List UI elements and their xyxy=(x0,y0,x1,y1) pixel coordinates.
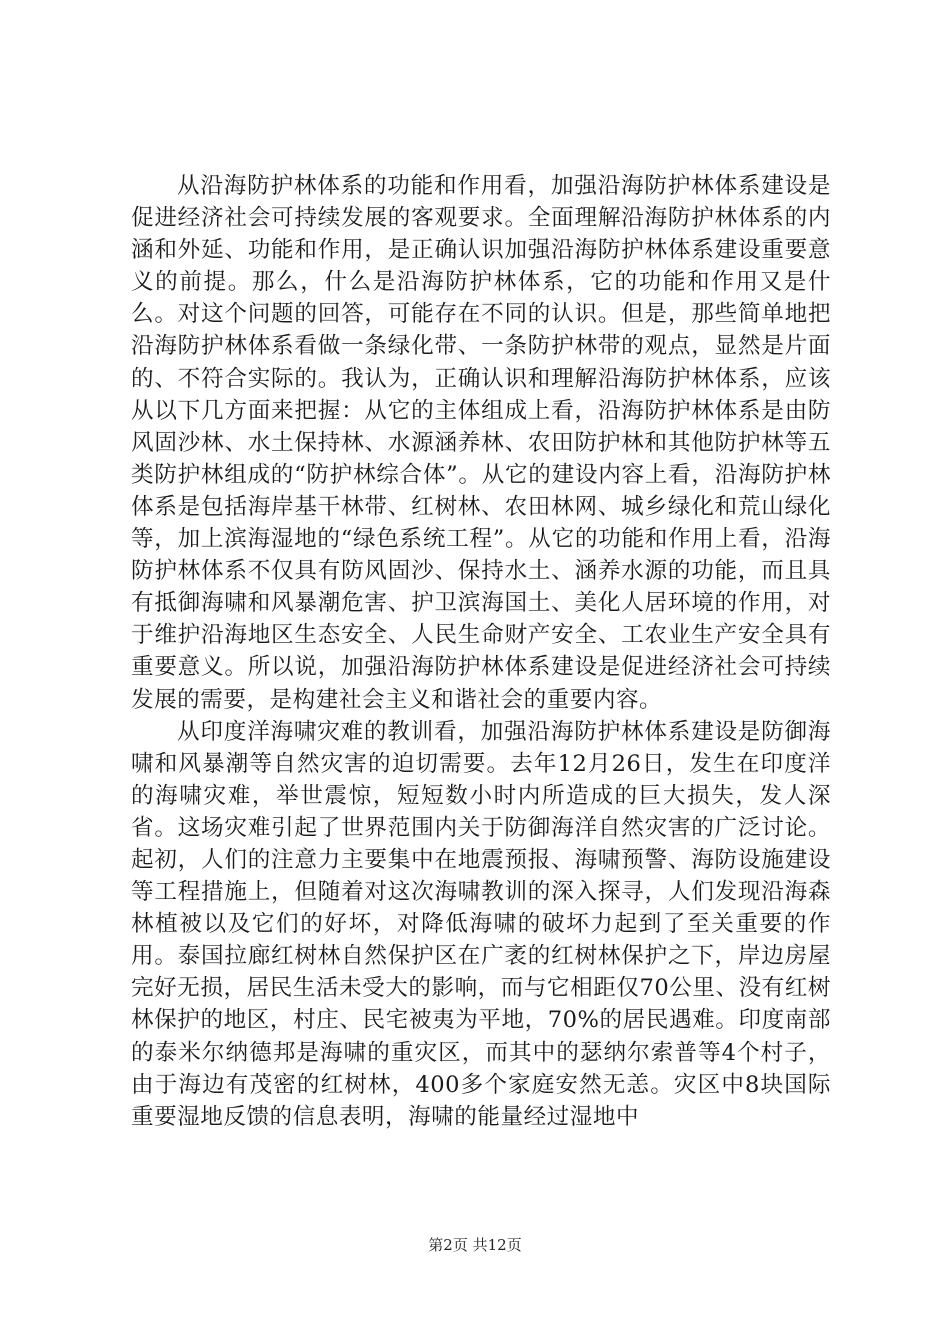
paragraph-indian-ocean-tsunami-lesson: 从印度洋海啸灾难的教训看，加强沿海防护林体系建设是防御海啸和风暴潮等自然灾害的迫切需要。去年12月26日，发生在印度洋的海啸灾难，举世震惊，短短数小时内所造成的巨大损失，发人深省。这场灾难引起了世界范围内关于防御海洋自然灾害的广泛讨论。起初，人们的注意力主要集中在地震预报、海啸预警、海防设施建设等工程措施上，但随着对这次海啸教训的深入探寻，人们发现沿海森林植被以及它们的好坏，对降低海啸的破坏力起到了至关重要的作用。泰国拉廊红树林自然保护区在广袤的红树林保护之下，岸边房屋完好无损，居民生活未受大的影响，而与它相距仅70公里、没有红树林保护的地区，村庄、民宅被夷为平地，70%的居民遇难。印度南部的泰米尔纳德邦是海啸的重灾区，而其中的瑟纳尔索普等4个村子，由于海边有茂密的红树林，400多个家庭安然无恙。灾区中8块国际重要湿地反馈的信息表明，海啸的能量经过湿地中 xyxy=(131,718,831,1130)
document-body xyxy=(131,170,831,1133)
page-footer xyxy=(0,1235,950,1255)
paragraph-coastal-shelterbelt-function: 从沿海防护林体系的功能和作用看，加强沿海防护林体系建设是促进经济社会可持续发展的客观要求。全面理解沿海防护林体系的内涵和外延、功能和作用，是正确认识加强沿海防护林体系建设重要意义的前提。那么，什么是沿海防护林体系，它的功能和作用又是什么。对这个问题的回答，可能存在不同的认识。但是，那些简单地把沿海防护林体系看做一条绿化带、一条防护林带的观点，显然是片面的、不符合实际的。我认为，正确认识和理解沿海防护林体系，应该从以下几方面来把握：从它的主体组成上看，沿海防护林体系是由防风固沙林、水土保持林、水源涵养林、农田防护林和其他防护林等五类防护林组成的“防护林综合体”。从它的建设内容上看，沿海防护林体系是包括海岸基干林带、红树林、农田林网、城乡绿化和荒山绿化等，加上滨海湿地的“绿色系统工程”。从它的功能和作用上看，沿海防护林体系不仅具有防风固沙、保持水土、涵养水源的功能，而且具有抵御海啸和风暴潮危害、护卫滨海国土、美化人居环境的作用，对于维护沿海地区生态安全、人民生命财产安全、工农业生产安全具有重要意义。所以说，加强沿海防护林体系建设是促进经济社会可持续发展的需要，是构建社会主义和谐社会的重要内容。 xyxy=(131,173,831,713)
page-number-label: 第2页 共12页 xyxy=(428,1236,522,1254)
